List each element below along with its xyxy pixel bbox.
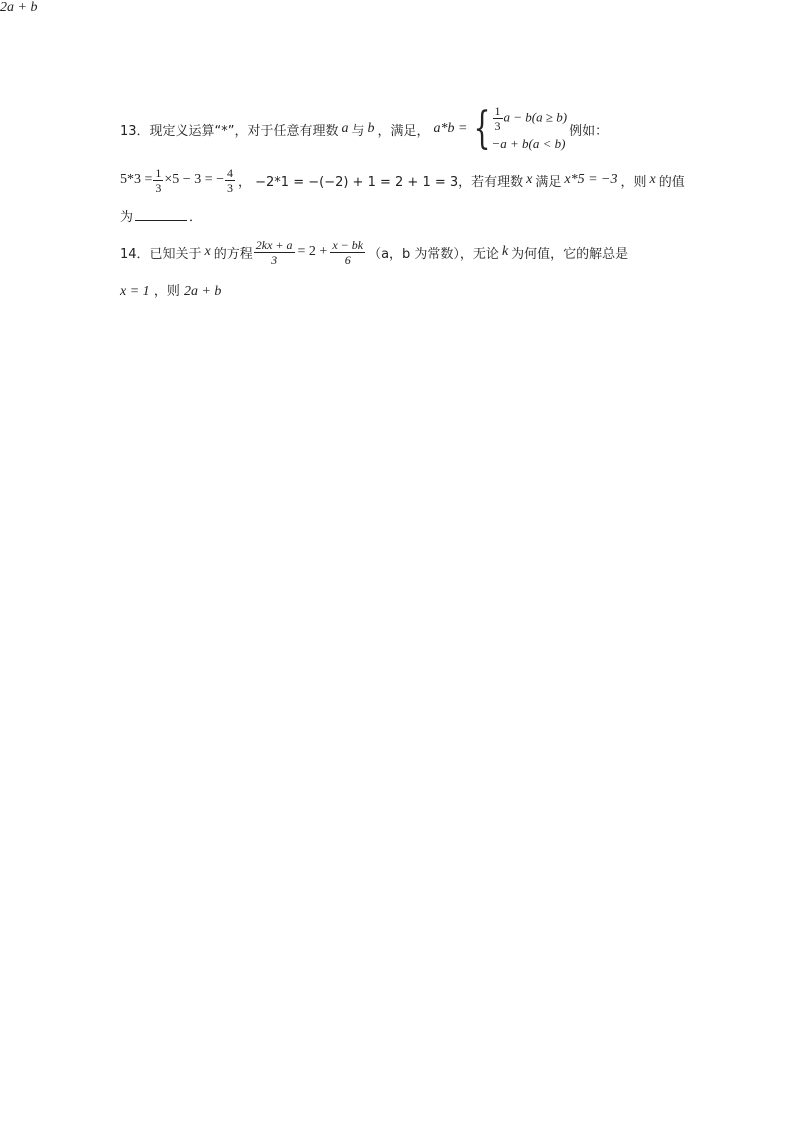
- q14-line2: x = 1 ，则 2a + b: [120, 284, 222, 299]
- q14-line1: 14．已知关于 x 的方程 $\frac{2kx + a}{3}$ = 2 + $\frac{x - bk}{6}$ （a，b 为常数），无论 k 为何值，它的解总是: [120, 237, 629, 267]
- answer-blank[interactable]: [135, 219, 187, 221]
- q13-line3: 为 ．: [120, 210, 203, 225]
- q13-line2: 5*3 = $\frac{1}{3}$ ×5 − 3 = − $\frac{4}{3}$ ， −2*1 = −(−2) + 1 = 2 + 1 = 3，若有理数 x 满足 x*5 = −3 ，则 x 的值: [120, 165, 685, 195]
- q13-lhs: a*b =: [433, 121, 468, 136]
- q13-piecewise: { $\frac{1}{3}$ a − b(a ≥ b) −a + b(a < b): [473, 103, 568, 154]
- q13-line1: 13．现定义运算“*”，对于任意有理数 a 与 b ，满足， a*b = { $\frac{1}{3}$ a − b(a ≥ b) −a + b(a < b) 例如：: [120, 103, 609, 154]
